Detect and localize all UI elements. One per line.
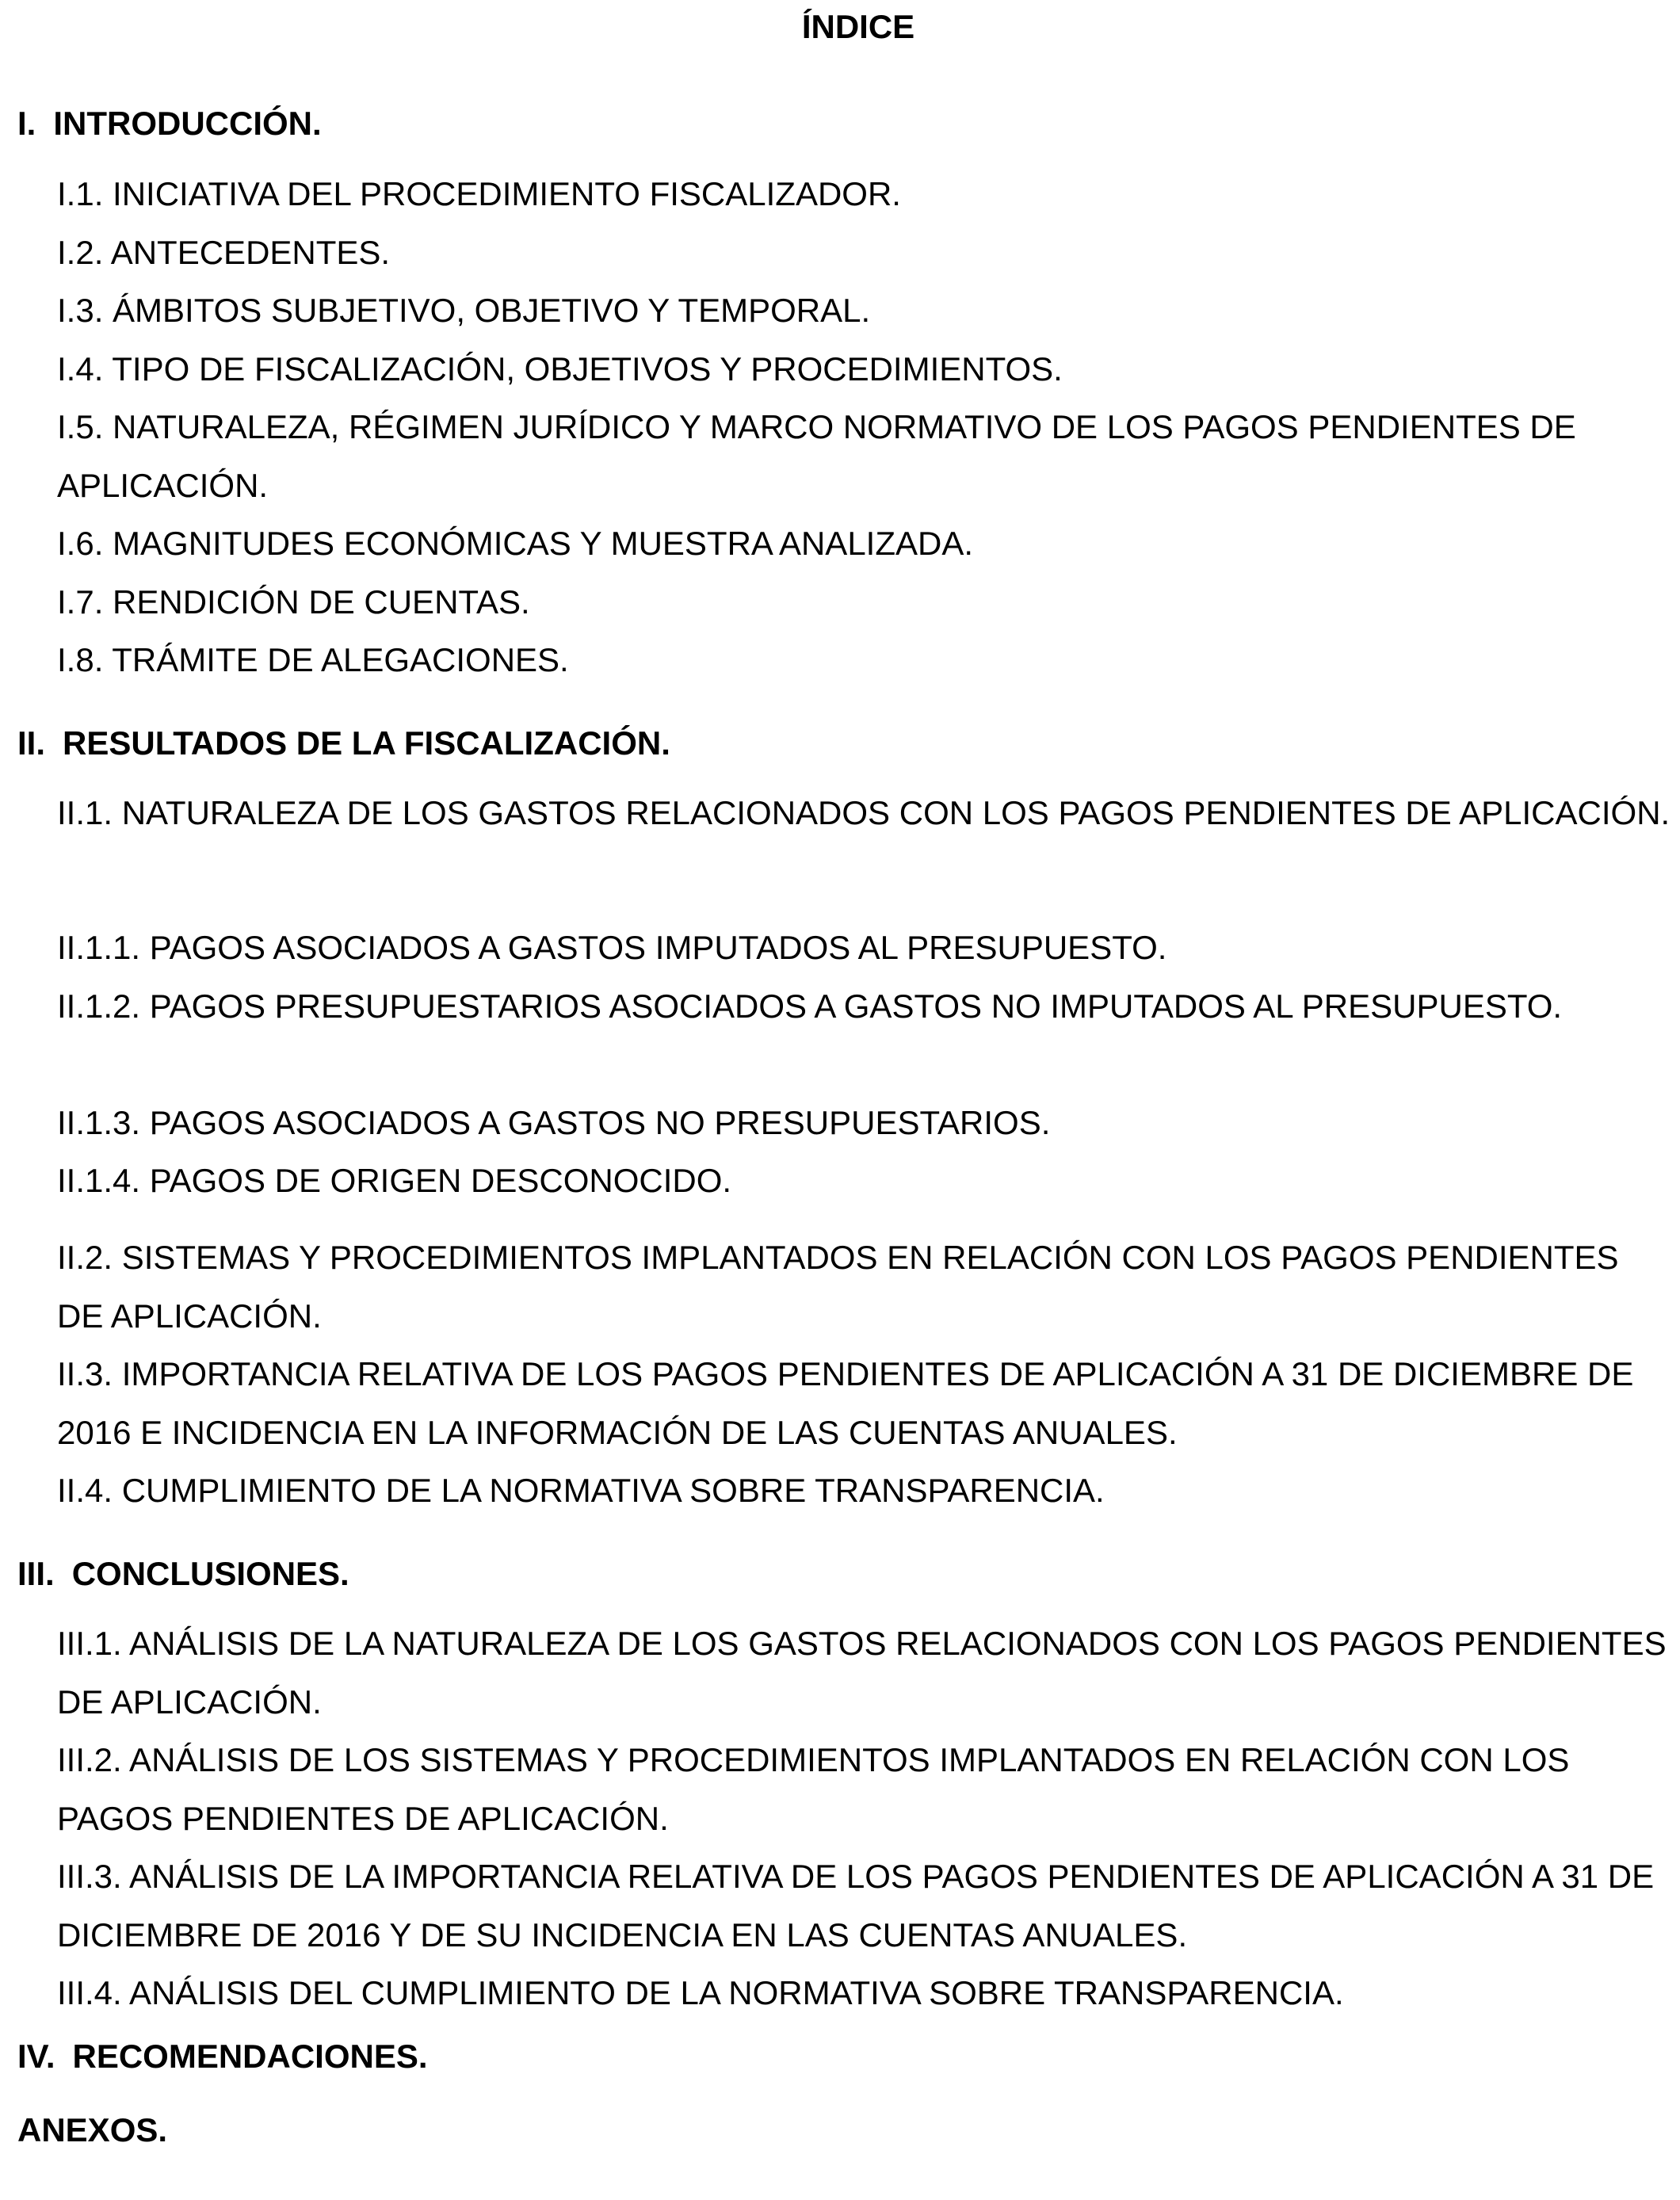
toc-entry-iii-4: III.4. ANÁLISIS DEL CUMPLIMIENTO DE LA NORMATIVA SOBRE TRANSPARENCIA. bbox=[57, 1974, 1344, 2011]
toc-entry-i-3: I.3. ÁMBITOS SUBJETIVO, OBJETIVO Y TEMPORAL. bbox=[57, 292, 871, 329]
toc-entry-iii-3: III.3. ANÁLISIS DE LA IMPORTANCIA RELATIVA DE LOS PAGOS PENDIENTES DE APLICACIÓN A 31 DE DICIEMBRE DE 2016 Y DE SU INCIDENCIA EN LAS CUENTAS ANUALES. bbox=[57, 1858, 1655, 1954]
section-number: III. bbox=[17, 1555, 55, 1592]
section-label: RECOMENDACIONES. bbox=[72, 2038, 428, 2075]
page-title: ÍNDICE bbox=[801, 8, 915, 45]
toc-entry-ii-2: II.2. SISTEMAS Y PROCEDIMIENTOS IMPLANTADOS EN RELACIÓN CON LOS PAGOS PENDIENTES DE APLICACIÓN. bbox=[57, 1239, 1619, 1335]
toc-entry-ii-3: II.3. IMPORTANCIA RELATIVA DE LOS PAGOS PENDIENTES DE APLICACIÓN A 31 DE DICIEMBRE DE 2016 E INCIDENCIA EN LA INFORMACIÓN DE LAS CUENTAS ANUALES. bbox=[57, 1355, 1634, 1451]
section-label: RESULTADOS DE LA FISCALIZACIÓN. bbox=[63, 724, 670, 762]
toc-entry-i-8: I.8. TRÁMITE DE ALEGACIONES. bbox=[57, 641, 569, 678]
toc-entry-ii-1-2: II.1.2. PAGOS PRESUPUESTARIOS ASOCIADOS A GASTOS NO IMPUTADOS AL PRESUPUESTO. bbox=[57, 987, 1563, 1025]
toc-entry-ii-4: II.4. CUMPLIMIENTO DE LA NORMATIVA SOBRE TRANSPARENCIA. bbox=[57, 1472, 1105, 1509]
toc-entry-i-6: I.6. MAGNITUDES ECONÓMICAS Y MUESTRA ANALIZADA. bbox=[57, 525, 974, 562]
toc-entry-iii-2: III.2. ANÁLISIS DE LOS SISTEMAS Y PROCEDIMIENTOS IMPLANTADOS EN RELACIÓN CON LOS PAGOS PENDIENTES DE APLICACIÓN. bbox=[57, 1741, 1570, 1837]
toc-entry-ii-1: II.1. NATURALEZA DE LOS GASTOS RELACIONADOS CON LOS PAGOS PENDIENTES DE APLICACIÓN. bbox=[57, 794, 1670, 831]
section-label: ANEXOS. bbox=[17, 2111, 168, 2148]
section-label: CONCLUSIONES. bbox=[71, 1555, 349, 1592]
section-number: II. bbox=[17, 724, 46, 762]
section-number: IV. bbox=[17, 2038, 55, 2075]
toc-entry-ii-1-3: II.1.3. PAGOS ASOCIADOS A GASTOS NO PRESUPUESTARIOS. bbox=[57, 1104, 1051, 1141]
toc-entry-iii-1: III.1. ANÁLISIS DE LA NATURALEZA DE LOS GASTOS RELACIONADOS CON LOS PAGOS PENDIENTES DE APLICACIÓN. bbox=[57, 1625, 1667, 1721]
toc-entry-i-4: I.4. TIPO DE FISCALIZACIÓN, OBJETIVOS Y PROCEDIMIENTOS. bbox=[57, 350, 1063, 388]
section-heading-introduccion bbox=[17, 103, 322, 144]
section-heading-conclusiones bbox=[17, 1553, 349, 1595]
toc-entry-i-7: I.7. RENDICIÓN DE CUENTAS. bbox=[57, 583, 530, 621]
toc-entry-i-5: I.5. NATURALEZA, RÉGIMEN JURÍDICO Y MARCO NORMATIVO DE LOS PAGOS PENDIENTES DE APLICACIÓN. bbox=[57, 408, 1576, 504]
section-heading-anexos bbox=[17, 2110, 167, 2151]
section-heading-recomendaciones bbox=[17, 2036, 428, 2077]
section-heading-resultados bbox=[17, 723, 670, 764]
section-number: I. bbox=[17, 105, 36, 142]
toc-entry-i-2: I.2. ANTECEDENTES. bbox=[57, 234, 391, 271]
toc-entry-i-1: I.1. INICIATIVA DEL PROCEDIMIENTO FISCALIZADOR. bbox=[57, 175, 901, 212]
toc-entry-ii-1-4: II.1.4. PAGOS DE ORIGEN DESCONOCIDO. bbox=[57, 1162, 732, 1199]
toc-entry-ii-1-1: II.1.1. PAGOS ASOCIADOS A GASTOS IMPUTADOS AL PRESUPUESTO. bbox=[57, 929, 1167, 966]
section-label: INTRODUCCIÓN. bbox=[53, 105, 322, 142]
